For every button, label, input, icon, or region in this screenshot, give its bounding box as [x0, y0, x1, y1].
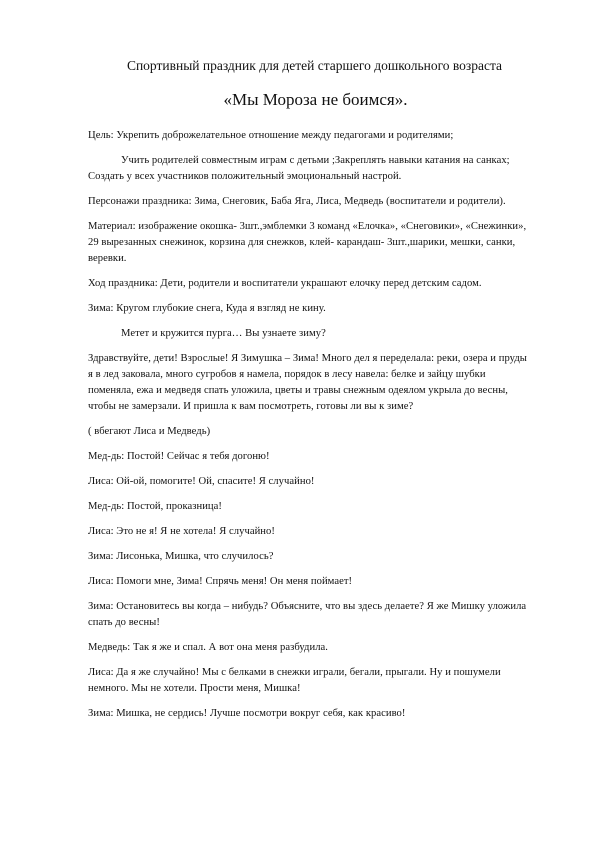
- paragraph-dialogue-line: Мед-дь: Постой, проказница!: [88, 501, 222, 512]
- paragraph-characters: Персонажи праздника: Зима, Снеговик, Баба Яга, Лиса, Медведь (воспитатели и родители).: [88, 196, 506, 207]
- paragraph-dialogue-line: Зима: Лисонька, Мишка, что случилось?: [88, 551, 274, 562]
- paragraph-dialogue-line: Медведь: Так я же и спал. А вот она меня разбудила.: [88, 642, 328, 653]
- paragraph-goal: Цель: Укрепить доброжелательное отношение между педагогами и родителями;: [88, 130, 454, 141]
- paragraph-dialogue-line: Зима: Мишка, не сердись! Лучше посмотри вокруг себя, как красиво!: [88, 708, 406, 719]
- paragraph-winter-greeting: Здравствуйте, дети! Взрослые! Я Зимушка – Зима! Много дел я переделала: реки, озера и пруды я в лед заковала, много сугробов я намела, порядок в лесу навела: белке и зайцу шубки поменяла, ежа и медведя спать уложила, цветы и травы снежным одеялом укрыла до весны, чтобы не замерзали. И пришла к вам посмотреть, готовы ли вы к зиме?: [88, 353, 527, 412]
- paragraph-dialogue-line: Лиса: Да я же случайно! Мы с белками в снежки играли, бегали, прыгали. Ну и пошумели немного. Мы не хотели. Прости меня, Мишка!: [88, 667, 501, 694]
- paragraph-winter-verse-1: Зима: Кругом глубокие снега, Куда я взгляд не кину.: [88, 303, 326, 314]
- paragraph-course: Ход праздника: Дети, родители и воспитатели украшают елочку перед детским садом.: [88, 278, 482, 289]
- paragraph-dialogue-line: Зима: Остановитесь вы когда – нибудь? Объясните, что вы здесь делаете? Я же Мишку уложила спать до весны!: [88, 601, 527, 628]
- paragraph-dialogue-line: Лиса: Это не я! Я не хотела! Я случайно!: [88, 526, 275, 537]
- paragraph-stage-direction: ( вбегают Лиса и Медведь): [88, 426, 211, 437]
- document-title: Спортивный праздник для детей старшего дошкольного возраста: [126, 58, 503, 73]
- paragraph-dialogue-line: Мед-дь: Постой! Сейчас я тебя догоню!: [88, 451, 270, 462]
- paragraph-goal-continued: Учить родителей совместным играм с детьми ;Закреплять навыки катания на санках; Создать у всех участников положительный эмоциональный настрой.: [88, 155, 510, 182]
- paragraph-winter-verse-2: Метет и кружится пурга… Вы узнаете зиму?: [121, 328, 326, 339]
- paragraph-materials: Материал: изображение окошка- 3шт.,эмблемки 3 команд «Елочка», «Снеговики», «Снежинки», 29 вырезанных снежинок, корзина для снежков, клей- карандаш- 3шт.,шарики, мешки, санки, веревки.: [88, 221, 527, 264]
- document-subtitle: «Мы Мороза не боимся».: [223, 90, 408, 109]
- paragraph-dialogue-line: Лиса: Помоги мне, Зима! Спрячь меня! Он меня поймает!: [88, 576, 353, 587]
- paragraph-dialogue-line: Лиса: Ой-ой, помогите! Ой, спасите! Я случайно!: [88, 476, 315, 487]
